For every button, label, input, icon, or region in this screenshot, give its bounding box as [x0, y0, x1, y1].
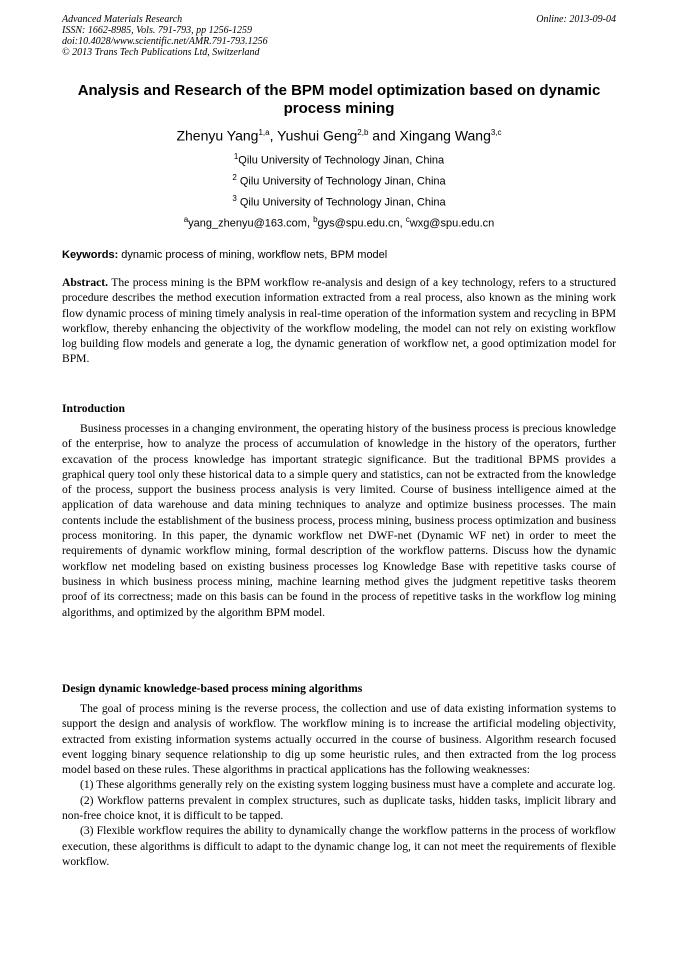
keywords-text: dynamic process of mining, workflow nets, BPM model: [118, 249, 388, 261]
affiliation-text: Qilu University of Technology Jinan, China: [238, 154, 445, 167]
email-address: gys@spu.edu.cn,: [317, 217, 406, 230]
keywords-label: Keywords:: [62, 249, 119, 261]
paragraph: Business processes in a changing environment, the operating history of the business process is precious knowledge of the enterprise, how to analyze the process of accumulation of knowledge in the history of the operators, further excavation of the process knowledge has important strategic significance. But the traditional BPMS provides a graphical query tool only these historical data to a simple query and statistics, can not be extracted from the knowledge of the process, support the business process analysis is very limited. Course of business intelligence aimed at the application of data warehouse and data mining techniques to analyze and optimize business processes. The main contents include the establishment of the business process, process mining, business process optimization and business process monitoring. In this paper, the dynamic workflow net DWF-net (Dynamic WF net) in order to meet the requirements of dynamic workflow mining, formal description of the workflow patterns. Discuss how the dynamic workflow net modeling based on existing business processes log Knowledge Base with repetitive tasks course of business in which business process mining, machine learning method gives the judgment repetitive tasks theorem proof of its correctness; made on this basis can be found in the process of repetitive tasks in the workflow log mining algorithms, and optimized by the algorithm BPM model.: [62, 422, 616, 619]
affiliation-text: Qilu University of Technology Jinan, China: [236, 175, 446, 188]
abstract-label: Abstract.: [62, 276, 109, 289]
email-list: [62, 213, 616, 231]
abstract-text: The process mining is the BPM workflow re-analysis and design of a key technology, refers to a structured procedure describes the method execution information extracted from a real process, also known as the mining work flow dynamic process of mining timely analysis in real-time operation of the information system and recycling in BPM workflow, thereby enhancing the objectivity of the workflow modeling, the model can not rely on existing workflow log building flow models and generate a log, the dynamic generation of workflow net, a good optimization model for BPM.: [62, 276, 616, 366]
email-superscript: c: [405, 215, 410, 224]
paragraph: The goal of process mining is the reverse process, the collection and use of data existing information systems to support the design and analysis of workflow. The workflow mining is to increase the artificial modeling objectivity, extracted from existing information systems actually occurred in the course of business. Algorithm research focused event logging binary sequence relationship to dig up some heuristic rules, and then extracted from the log process model based on these rules. These algorithms in practical applications has the following weaknesses:: [62, 702, 616, 777]
copyright-line: © 2013 Trans Tech Publications Ltd, Switzerland: [62, 47, 260, 58]
journal-name: Advanced Materials Research: [62, 14, 183, 25]
email-address: yang_zhenyu@163.com,: [188, 217, 314, 230]
affiliation-1: [62, 150, 616, 168]
list-item: (3) Flexible workflow requires the ability to dynamically change the workflow patterns in the process of workflow execution, these algorithms is difficult to adapt to the dynamic change log, it can not meet the requirements of flexible workflow.: [62, 824, 616, 868]
author-separator: and: [368, 127, 400, 144]
author-superscript: 1,a: [258, 128, 270, 137]
affiliation-superscript: 3: [232, 194, 237, 203]
issn-line: ISSN: 1662-8985, Vols. 791-793, pp 1256-1259: [62, 25, 252, 36]
author-superscript: 2,b: [357, 128, 369, 137]
email-superscript: a: [183, 215, 189, 224]
abstract: [62, 275, 616, 367]
design-body: [62, 701, 616, 869]
affiliation-text: Qilu University of Technology Jinan, China: [236, 196, 446, 209]
online-date: Online: 2013-09-04: [536, 14, 616, 25]
keywords: [62, 248, 616, 262]
email-superscript: b: [313, 215, 318, 224]
affiliation-superscript: 1: [233, 152, 239, 161]
paper-title: Analysis and Research of the BPM model optimization based on dynamic process mining: [77, 82, 601, 117]
list-item: (2) Workflow patterns prevalent in complex structures, such as duplicate tasks, hidden tasks, implicit library and non-free choice knot, it is difficult to be tapped.: [62, 793, 616, 823]
journal-header: [62, 14, 616, 58]
affiliation-3: [62, 192, 616, 210]
doi-line: doi:10.4028/www.scientific.net/AMR.791-793.1256: [62, 36, 268, 47]
author-superscript: 3,c: [490, 128, 502, 137]
email-address: wxg@spu.edu.cn: [409, 217, 495, 230]
introduction-body: [62, 421, 616, 620]
author-name: Yushui Geng: [277, 127, 358, 144]
section-heading-design: Design dynamic knowledge-based process mining algorithms: [62, 682, 363, 695]
author-separator: ,: [269, 127, 278, 144]
author-list: [62, 124, 616, 145]
affiliation-superscript: 2: [232, 173, 237, 182]
section-heading-introduction: Introduction: [62, 402, 125, 415]
author-name: Zhenyu Yang: [176, 127, 259, 144]
affiliation-2: [62, 171, 616, 189]
author-name: Xingang Wang: [399, 127, 491, 144]
list-item: (1) These algorithms generally rely on the existing system logging business must have a complete and accurate log.: [80, 778, 616, 792]
